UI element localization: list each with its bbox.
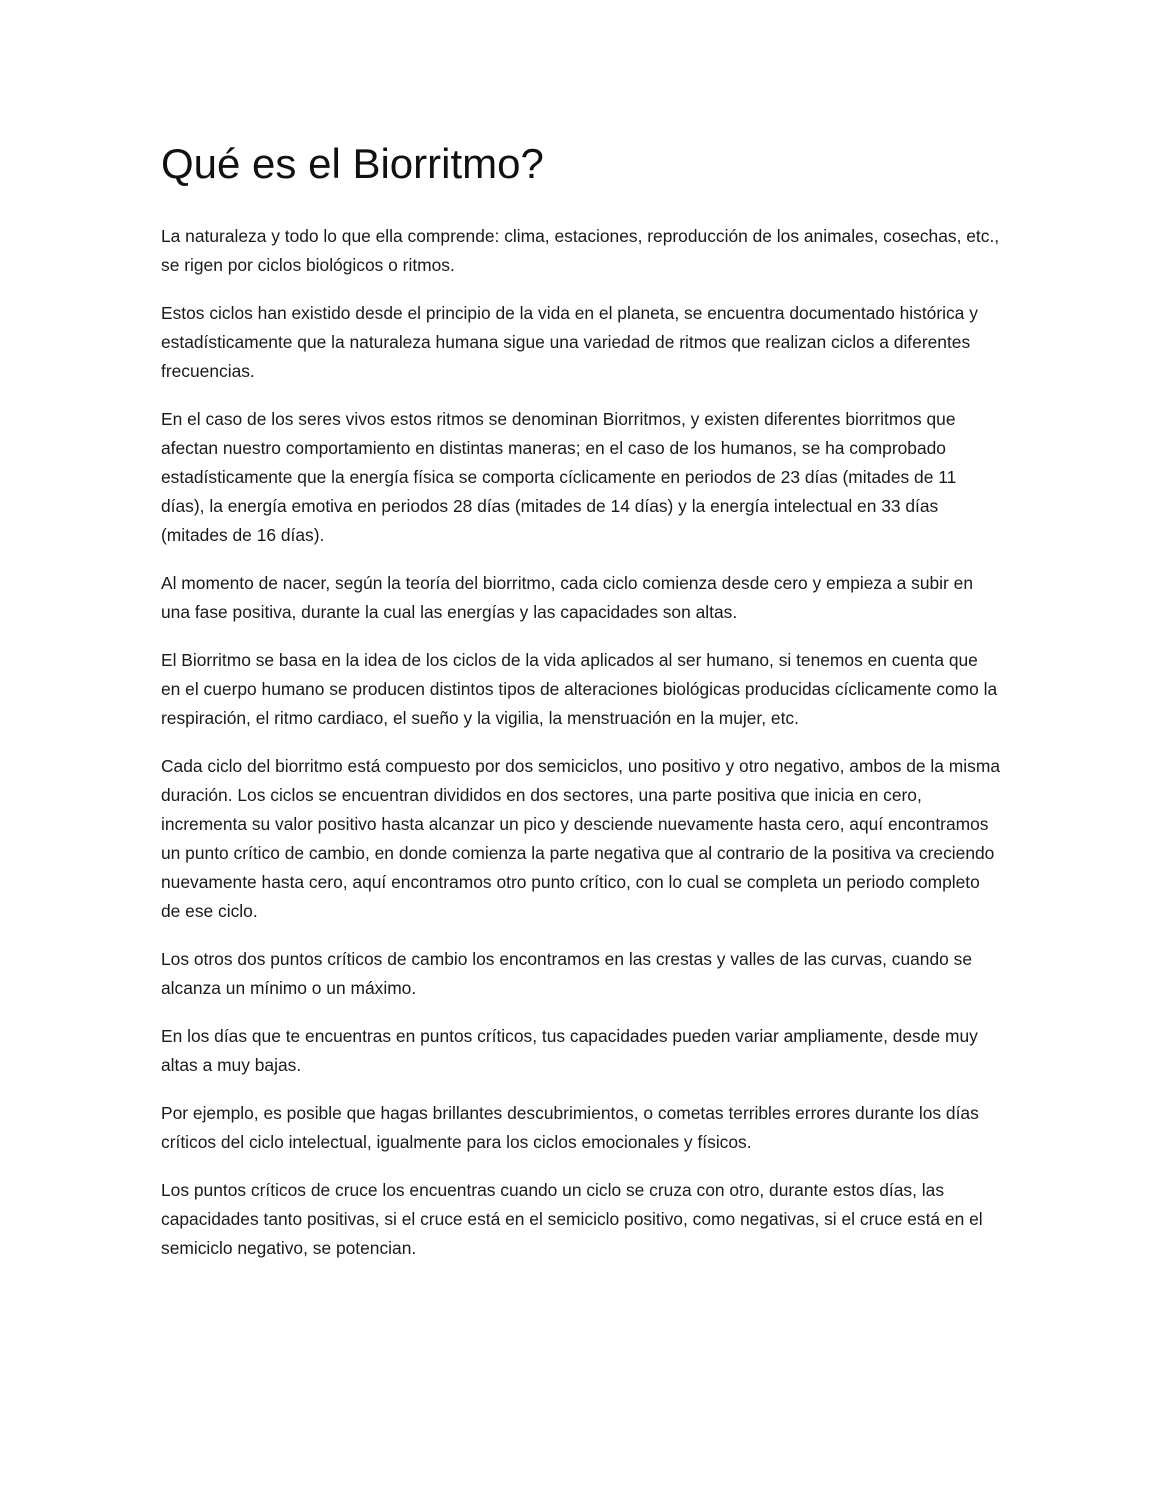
paragraph-8: En los días que te encuentras en puntos críticos, tus capacidades pueden variar ampliamente, desde muy altas a muy bajas. bbox=[161, 1026, 978, 1075]
paragraph-3: En el caso de los seres vivos estos ritmos se denominan Biorritmos, y existen diferentes biorritmos que afectan nuestro comportamiento en distintas maneras; en el caso de los humanos, se ha comprobado estadísticamente que la energía física se comporta cíclicamente en periodos de 23 días (mitades de 11 días), la energía emotiva en periodos 28 días (mitades de 14 días) y la energía intelectual en 33 días (mitades de 16 días). bbox=[161, 409, 957, 545]
paragraph-4: Al momento de nacer, según la teoría del biorritmo, cada ciclo comienza desde cero y empieza a subir en una fase positiva, durante la cual las energías y las capacidades son altas. bbox=[161, 573, 973, 622]
paragraph-7: Los otros dos puntos críticos de cambio los encontramos en las crestas y valles de las curvas, cuando se alcanza un mínimo o un máximo. bbox=[161, 949, 972, 998]
paragraph-9: Por ejemplo, es posible que hagas brillantes descubrimientos, o cometas terribles errores durante los días críticos del ciclo intelectual, igualmente para los ciclos emocionales y físicos. bbox=[161, 1103, 979, 1152]
paragraph-10: Los puntos críticos de cruce los encuentras cuando un ciclo se cruza con otro, durante estos días, las capacidades tanto positivas, si el cruce está en el semiciclo positivo, como negativas, si el cruce está en el semiciclo negativo, se potencian. bbox=[161, 1180, 983, 1258]
page-title: Qué es el Biorritmo? bbox=[161, 140, 544, 187]
paragraph-5: El Biorritmo se basa en la idea de los ciclos de la vida aplicados al ser humano, si tenemos en cuenta que en el cuerpo humano se producen distintos tipos de alteraciones biológicas producidas cíclicamente como la respiración, el ritmo cardiaco, el sueño y la vigilia, la menstruación en la mujer, etc. bbox=[161, 650, 998, 728]
paragraph-1: La naturaleza y todo lo que ella comprende: clima, estaciones, reproducción de los animales, cosechas, etc., se rigen por ciclos biológicos o ritmos. bbox=[161, 226, 1000, 275]
document-page bbox=[161, 136, 1001, 1282]
paragraph-2: Estos ciclos han existido desde el principio de la vida en el planeta, se encuentra documentado histórica y estadísticamente que la naturaleza humana sigue una variedad de ritmos que realizan ciclos a diferentes frecuencias. bbox=[161, 303, 978, 381]
paragraph-6: Cada ciclo del biorritmo está compuesto por dos semiciclos, uno positivo y otro negativo, ambos de la misma duración. Los ciclos se encuentran divididos en dos sectores, una parte positiva que inicia en cero, incrementa su valor positivo hasta alcanzar un pico y desciende nuevamente hasta cero, aquí encontramos un punto crítico de cambio, en donde comienza la parte negativa que al contrario de la positiva va creciendo nuevamente hasta cero, aquí encontramos otro punto crítico, con lo cual se completa un periodo completo de ese ciclo. bbox=[161, 756, 1001, 921]
